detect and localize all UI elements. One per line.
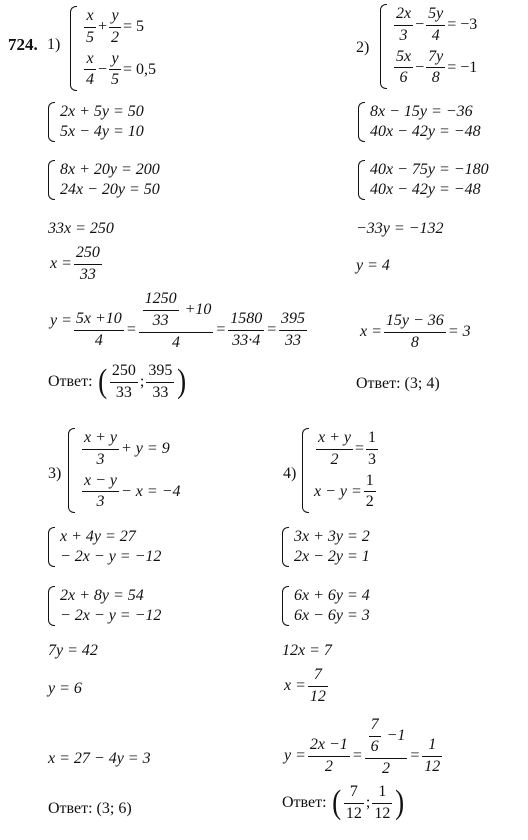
p3-system-c-line-2: − 2x − y = −12 <box>60 607 162 624</box>
p4-system-a-line-2: x − y = $\frac{1}{2}$ <box>314 471 374 511</box>
p3-system-b-line-2: − 2x − y = −12 <box>60 548 162 565</box>
p3-system-a-line-2: $\frac{x - y}{3}$ − x = −4 <box>84 471 181 511</box>
p2-answer: Ответ: (3; 4) <box>356 375 440 392</box>
brace-icon <box>70 6 77 91</box>
p1-system-b-line-1: 2x + 5y = 50 <box>60 103 144 120</box>
p2-system-b-line-1: 8x − 15y = −36 <box>370 103 473 120</box>
p2-x-computation: x = $\frac{15y - 36}{8}$ = 3 <box>360 312 471 351</box>
p3-system-b-line-1: x + 4y = 27 <box>60 528 136 545</box>
p2-system-c-line-1: 40x − 75y = −180 <box>370 161 489 178</box>
p4-system-c <box>282 586 370 626</box>
brace-icon <box>282 527 289 567</box>
p3-system-c-line-1: 2x + 8y = 54 <box>60 587 144 604</box>
p1-y-computation: y = $\frac{5x +10}{4}$ = $\frac{1250}{33}$ +10 4 = $\frac{1580}{33\cdot 4}$ = $\frac{395}{33}$ <box>50 290 305 351</box>
label-part-2: 2) <box>356 39 370 56</box>
p1-line-33x: 33x = 250 <box>48 220 114 237</box>
p3-y-value: y = 6 <box>48 680 82 697</box>
answer-label: Ответ: <box>48 800 93 817</box>
answer-label: Ответ: <box>48 373 93 391</box>
brace-icon <box>48 527 55 567</box>
p1-system-a-line-2: $\frac{x}{4}$ − $\frac{y}{5}$ = 0,5 <box>86 49 157 89</box>
p2-system-c <box>358 160 489 200</box>
brace-icon <box>358 160 365 200</box>
p4-system-a <box>302 428 380 513</box>
p3-answer: Ответ: (3; 6) <box>48 800 132 817</box>
p3-system-a <box>68 428 181 513</box>
p1-system-a-line-1: $\frac{x}{5}$ + $\frac{y}{2}$ = 5 <box>86 7 145 46</box>
p4-system-b-line-2: 2x − 2y = 1 <box>294 548 370 565</box>
p1-system-b <box>48 102 144 142</box>
brace-icon <box>48 102 55 142</box>
p1-system-c-line-1: 8x + 20y = 200 <box>60 161 160 178</box>
p4-system-c-line-2: 6x − 6y = 3 <box>294 607 370 624</box>
p4-line-12x: 12x = 7 <box>282 642 332 659</box>
p1-system-c <box>48 160 160 200</box>
label-part-1: 1) <box>47 36 61 53</box>
brace-icon <box>48 586 55 626</box>
label-part-4: 4) <box>283 465 297 482</box>
p2-system-b-line-2: 40x − 42y = −48 <box>370 123 481 140</box>
p2-system-a-line-2: $\frac{5x}{6}$ − $\frac{7y}{8}$ = −1 <box>396 47 478 87</box>
p2-y-value: y = 4 <box>356 257 390 274</box>
brace-icon <box>68 428 75 513</box>
answer-label: Ответ: <box>282 794 327 812</box>
brace-icon <box>302 428 309 513</box>
p4-y-computation: y = $\frac{2x -1}{2}$ = $\frac{7}{6}$ −1 2 = $\frac{1}{12}$ <box>284 716 441 777</box>
p2-system-a-line-1: $\frac{2x}{3}$ − $\frac{5y}{4}$ = −3 <box>396 5 478 44</box>
p3-x-computation: x = 27 − 4y = 3 <box>48 750 151 767</box>
p2-system-c-line-2: 40x − 42y = −48 <box>370 181 481 198</box>
brace-icon <box>380 4 387 89</box>
problem-number: 724. <box>8 35 38 54</box>
p3-system-b <box>48 527 161 567</box>
p2-line-33y: −33y = −132 <box>356 220 444 237</box>
p4-system-b-line-1: 3x + 3y = 2 <box>294 528 370 545</box>
p1-x-value: x = $\frac{250}{33}$ <box>50 244 100 283</box>
answer-label: Ответ: <box>356 375 401 392</box>
p3-system-c <box>48 586 161 626</box>
brace-icon <box>282 586 289 626</box>
p3-system-a-line-1: $\frac{x + y}{3}$ + y = 9 <box>84 429 170 468</box>
p4-answer: Ответ: ( $\frac{7}{12}$ ; $\frac{1}{12}$ ) <box>282 783 405 822</box>
p4-x-value: x = $\frac{7}{12}$ <box>284 666 326 705</box>
p2-system-b <box>358 102 481 142</box>
p1-system-c-line-2: 24x − 20y = 50 <box>60 181 160 198</box>
p2-system-a <box>380 4 477 89</box>
p3-line-7y: 7y = 42 <box>48 642 98 659</box>
p1-system-b-line-2: 5x − 4y = 10 <box>60 123 144 140</box>
p4-system-c-line-1: 6x + 6y = 4 <box>294 587 370 604</box>
brace-icon <box>48 160 55 200</box>
p1-answer: Ответ: ( $\frac{250}{33}$ ; $\frac{395}{33}$ ) <box>48 362 187 401</box>
label-part-3: 3) <box>48 465 62 482</box>
p4-system-a-line-1: $\frac{x + y}{2}$ = $\frac{1}{3}$ <box>318 429 377 468</box>
p1-system-a <box>70 6 156 91</box>
brace-icon <box>358 102 365 142</box>
p4-system-b <box>282 527 370 567</box>
